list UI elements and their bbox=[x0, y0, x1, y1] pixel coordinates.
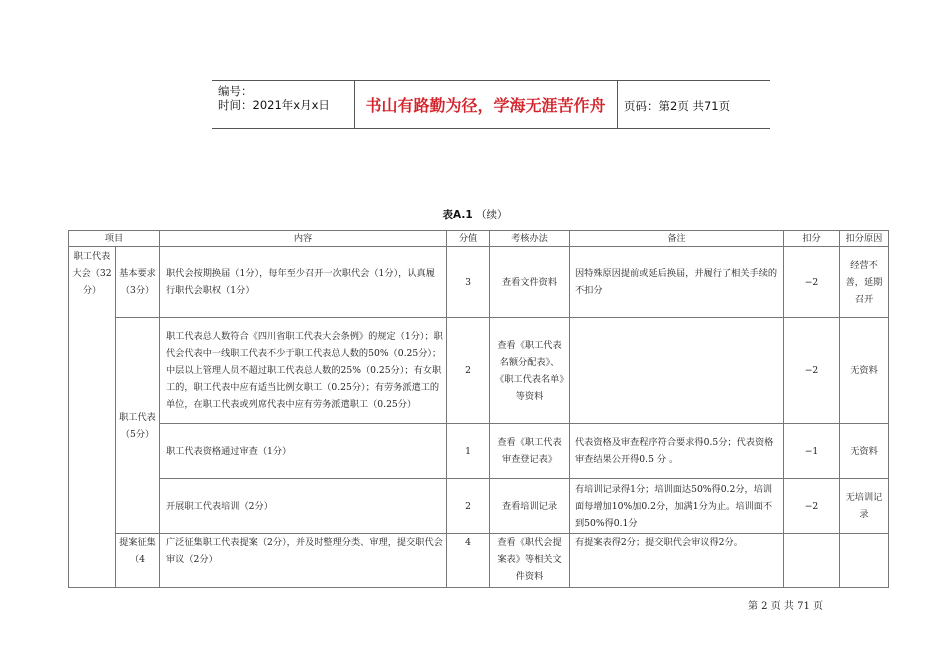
row-content: 职工代表资格通过审查（1分） bbox=[160, 424, 447, 479]
col-header-item: 项目 bbox=[69, 231, 160, 247]
row-deduct: −1 bbox=[784, 424, 840, 479]
row-score: 2 bbox=[447, 318, 490, 424]
row-reason: 无资料 bbox=[840, 318, 889, 424]
row-method: 查看《职代会提案表》等相关文件资料 bbox=[490, 534, 570, 588]
row-deduct: −2 bbox=[784, 247, 840, 318]
row-content: 开展职工代表培训（2分） bbox=[160, 479, 447, 534]
col-header-note: 备注 bbox=[570, 231, 784, 247]
table-row bbox=[69, 247, 889, 318]
row-deduct bbox=[784, 534, 840, 588]
header-bottom-rule bbox=[212, 128, 770, 129]
table-row bbox=[69, 479, 889, 534]
group-label: 职工代表大会（32分） bbox=[69, 247, 116, 588]
col-header-score: 分值 bbox=[447, 231, 490, 247]
row-method: 查看《职工代表名额分配表》、《职工代表名单》等资料 bbox=[490, 318, 570, 424]
row-note: 有培训记录得1分；培训面达50%得0.2分，培训面每增加10%加0.2分，加满1分为止。培训面不到50%得0.1分 bbox=[570, 479, 784, 534]
row-reason: 无资料 bbox=[840, 424, 889, 479]
table-row bbox=[69, 424, 889, 479]
row-score: 4 bbox=[447, 534, 490, 588]
header-motto: 书山有路勤为径，学海无涯苦作舟 bbox=[365, 95, 606, 115]
subgroup-label: 基本要求（3分） bbox=[116, 247, 160, 318]
table-caption bbox=[0, 207, 950, 222]
row-score: 1 bbox=[447, 424, 490, 479]
serial-label: 编号： bbox=[218, 84, 253, 98]
row-note: 因特殊原因提前或延后换届，并履行了相关手续的不扣分 bbox=[570, 247, 784, 318]
table-caption-suffix: （续） bbox=[475, 209, 508, 221]
col-header-deduct: 扣分 bbox=[784, 231, 840, 247]
row-method: 查看《职工代表审查登记表》 bbox=[490, 424, 570, 479]
header-divider bbox=[617, 80, 618, 128]
header-meta bbox=[218, 84, 330, 112]
row-note bbox=[570, 318, 784, 424]
table-row bbox=[69, 534, 889, 588]
subgroup-label: 提案征集（4 bbox=[116, 534, 160, 588]
table-header-row bbox=[69, 231, 889, 247]
page-footer: 第 2 页 共 71 页 bbox=[748, 601, 823, 612]
col-header-content: 内容 bbox=[160, 231, 447, 247]
col-header-method: 考核办法 bbox=[490, 231, 570, 247]
row-deduct: −2 bbox=[784, 318, 840, 424]
row-score: 2 bbox=[447, 479, 490, 534]
row-reason: 无培训记录 bbox=[840, 479, 889, 534]
row-note: 代表资格及审查程序符合要求得0.5分；代表资格审查结果公开得0.5 分 。 bbox=[570, 424, 784, 479]
row-reason bbox=[840, 534, 889, 588]
row-content: 广泛征集职工代表提案（2分），并及时整理分类、审理，提交职代会审议（2分） bbox=[160, 534, 447, 588]
row-method: 查看培训记录 bbox=[490, 479, 570, 534]
row-reason: 经营不善，延期召开 bbox=[840, 247, 889, 318]
row-method: 查看文件资料 bbox=[490, 247, 570, 318]
row-content: 职代会按期换届（1分），每年至少召开一次职代会（1分），认真履行职代会职权（1分） bbox=[160, 247, 447, 318]
row-deduct: −2 bbox=[784, 479, 840, 534]
assessment-table bbox=[68, 230, 889, 588]
table-number: 表A.1 bbox=[442, 209, 473, 221]
subgroup-label: 职工代表（5分） bbox=[116, 318, 160, 534]
time-label: 时间：2021年x月x日 bbox=[218, 98, 330, 112]
row-note: 有提案表得2分；提交职代会审议得2分。 bbox=[570, 534, 784, 588]
row-content: 职工代表总人数符合《四川省职工代表大会条例》的规定（1分）；职代会代表中一线职工代表不少于职工代表总人数的50%（0.25分）；中层以上管理人员不超过职工代表总人数的25%（0.25分）；有女职工的，职工代表中应有适当比例女职工（0.25分）；有劳务派遣工的单位，在职工代表或列席代表中应有劳务派遣职工（0.25分） bbox=[160, 318, 447, 424]
row-score: 3 bbox=[447, 247, 490, 318]
col-header-reason: 扣分原因 bbox=[840, 231, 889, 247]
table-row bbox=[69, 318, 889, 424]
header-page-info: 页码：第2页 共71页 bbox=[624, 99, 731, 113]
